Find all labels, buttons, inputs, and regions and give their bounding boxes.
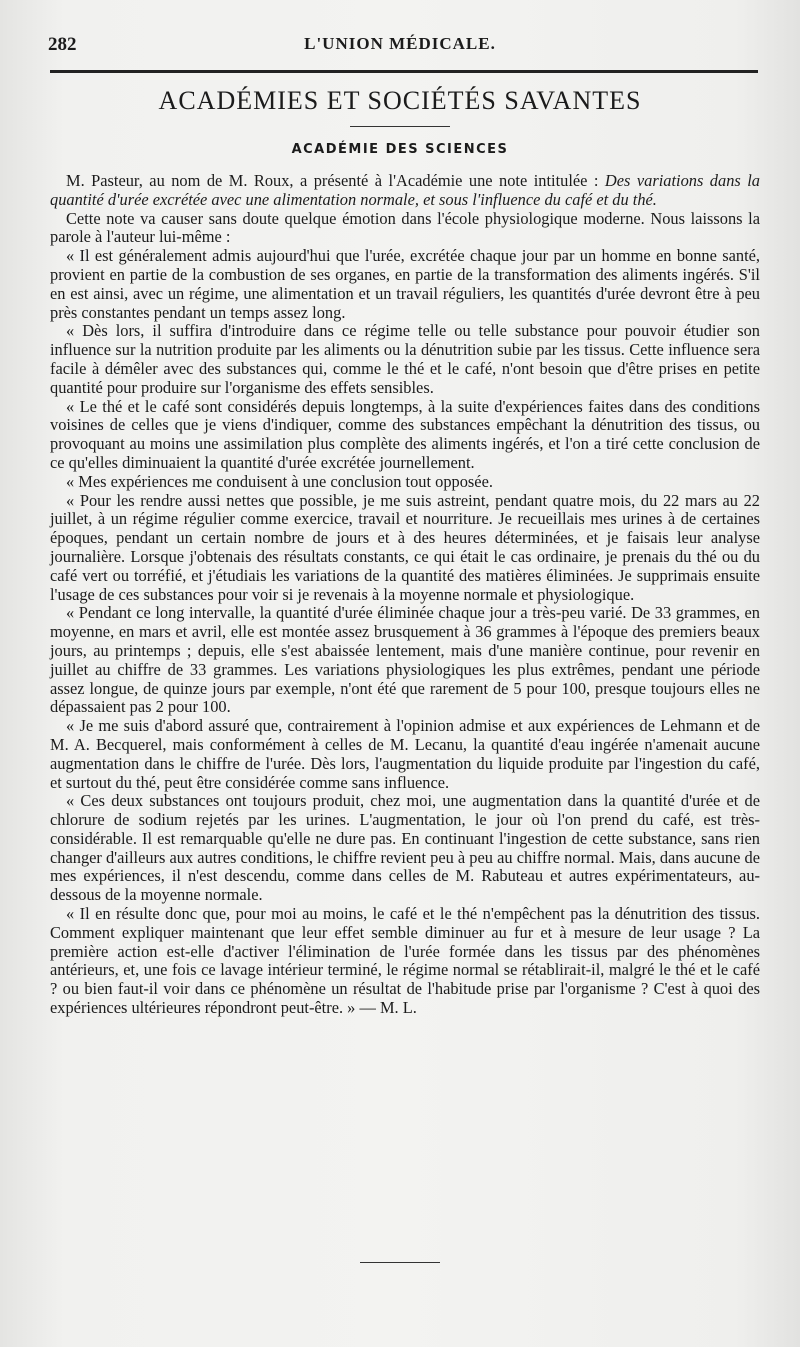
running-header [48, 34, 752, 60]
paragraph: « Mes expériences me conduisent à une conclusion tout opposée. [66, 471, 493, 491]
page-number: 282 [48, 34, 77, 55]
paragraph: « Dès lors, il suffira d'introduire dans ce régime telle ou telle substance pour pouvoir étudier son influence sur la nutrition produite par les aliments ou la dénutrition subie par les tissus. Cette influence sera facile à démêler avec des substances qui, comme le thé et le café, n'ont besoin que d'être prises en petite quantité pour produire sur l'organisme des effets sensibles. [50, 321, 760, 397]
paragraph: « Pendant ce long intervalle, la quantité d'urée éliminée chaque jour a très-peu varié. De 33 grammes, en moyenne, en mars et avril, elle est montée assez brusquement à 36 grammes à l'époque des premiers beaux jours, au printemps ; depuis, elle s'est abaissée lentement, mais d'une manière continue, pour revenir en juillet au chiffre de 33 grammes. Les variations physiologiques les plus extrêmes, pendant une période assez longue, de quinze jours par exemple, n'ont été que rarement de 5 pour 100, presque toujours elles ne dépassaient pas 2 pour 100. [50, 603, 760, 717]
intro-lead: M. Pasteur, au nom de M. Roux, a présenté à l'Académie une note intitulée : [66, 171, 605, 190]
article-body [50, 172, 760, 1018]
title-divider [350, 126, 450, 127]
section-subtitle: ACADÉMIE DES SCIENCES [291, 142, 509, 157]
paragraph: Cette note va causer sans doute quelque émotion dans l'école physiologique moderne. Nous laissons la parole à l'auteur lui-même : [50, 208, 760, 247]
end-divider [360, 1262, 440, 1263]
paragraph: « Le thé et le café sont considérés depuis longtemps, à la suite d'expériences faites dans des conditions voisines de celles que je viens d'indiquer, comme des substances empêchant la dénutrition des tissus, ou provoquant au moins une assimilation plus complète des aliments ingérés, et l'on a tiré cette conclusion de ce qu'elles diminuaient la quantité d'urée excrétée journellement. [50, 396, 760, 472]
journal-title: L'UNION MÉDICALE. [304, 34, 496, 53]
paragraph: « Ces deux substances ont toujours produit, chez moi, une augmentation dans la quantité d'urée et de chlorure de sodium rejetés par les urines. L'augmentation, le jour où l'on prend du café, est très-considérable. Il est remarquable qu'elle ne dure pas. En continuant l'ingestion de cette substance, sans rien changer d'ailleurs aux autres conditions, le chiffre revient peu à peu au chiffre normal. Mais, dans aucune de mes expériences, il n'est descendu, comme dans celles de M. Rabuteau et autres expérimentateurs, au-dessous de la moyenne normale. [50, 791, 760, 905]
paragraph: « Il en résulte donc que, pour moi au moins, le café et le thé n'empêchent pas la dénutrition des tissus. Comment expliquer maintenant que leur effet semble diminuer au fur et à mesure de leur usage ? La première action est-elle d'activer l'élimination de l'urée formée dans les tissus par des phénomènes antérieurs, et, une fois ce lavage intérieur terminé, le régime normal se rétablirait-il, malgré le thé et le café ? ou bien faut-il voir dans ce phénomène un résultat de l'habitude prise par l'organisme ? C'est à quoi des expériences ultérieures répondront peut-être. » — M. L. [50, 904, 760, 1018]
paragraph: « Pour les rendre aussi nettes que possible, je me suis astreint, pendant quatre mois, du 22 mars au 22 juillet, à un régime régulier comme exercice, travail et nourriture. Je recueillais mes urines à de certaines époques, pendant un certain nombre de jours et à des heures déterminées, et je faisais leur analyse journalière. Lorsque j'obtenais des résultats constants, ce qui était le cas ordinaire, je prenais du thé ou du café vert ou torréfié, et j'étudiais les variations de la quantité des matières éliminées. Je supprimais ensuite l'usage de ces substances pour voir si je revenais à la moyenne normale et physiologique. [50, 490, 760, 604]
paragraph: « Je me suis d'abord assuré que, contrairement à l'opinion admise et aux expériences de Lehmann et de M. A. Becquerel, mais conformément à celles de M. Lecanu, la quantité d'eau ingérée n'amenait aucune augmentation dans le chiffre de l'urée. Dès lors, l'augmentation du liquide produite par l'ingestion du café, et surtout du thé, peut être considérée comme sans influence. [50, 716, 760, 792]
note-title: Des variations dans la quantité d'urée excrétée avec une alimentation normale, et sous l'influence du café et du thé. [50, 171, 760, 209]
header-rule [50, 70, 758, 73]
paragraph: « Il est généralement admis aujourd'hui que l'urée, excrétée chaque jour par un homme en bonne santé, provient en partie de la combustion de ses organes, en partie de la transformation des aliments ingérés. S'il en est ainsi, avec un régime, une alimentation et un travail réguliers, les quantités d'urée devront être à peu près constantes pendant un temps assez long. [50, 246, 760, 322]
intro-paragraph [50, 172, 760, 210]
section-title: ACADÉMIES ET SOCIÉTÉS SAVANTES [158, 86, 642, 115]
